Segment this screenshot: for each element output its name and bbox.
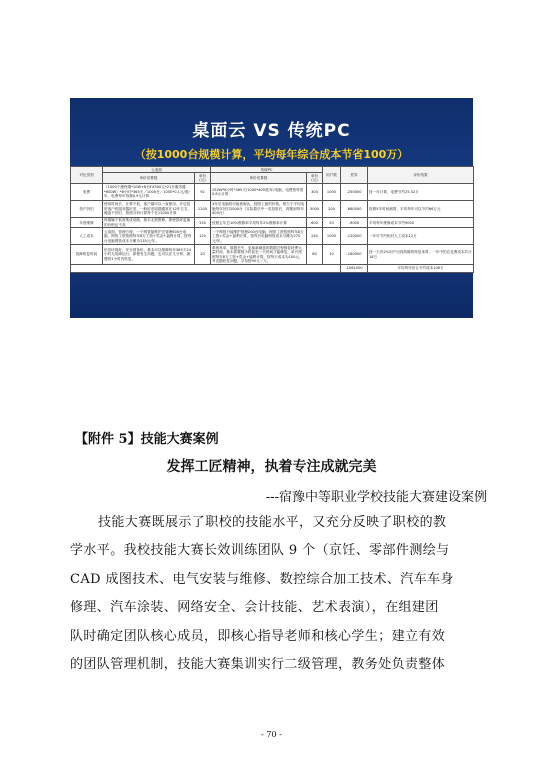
slide-image [70, 98, 473, 318]
table-row [71, 217, 474, 228]
cell-eval: 按照5年时间测算，平均每年可以节约66万元 [368, 200, 474, 217]
cell-pc-price: 240 [307, 228, 323, 245]
total-spacer [71, 264, 341, 272]
cell-users: 200 [323, 200, 341, 217]
article-subtitle: ---宿豫中等职业学校技能大赛建设案例 [265, 490, 487, 505]
cell-cloud-price: 1200 [195, 200, 211, 217]
cell-diff: -120000 [341, 228, 368, 245]
subheader-cloud-price: 单价(元) [195, 173, 211, 184]
cell-pc-desc: 一个网管只能维护管理200台电脑，网管工资按照每年8万工资+奖金+福利计算，按每台电脑网管成本分摊为270元/年。 [211, 228, 307, 245]
cell-cloud-price: 120 [195, 228, 211, 245]
cell-pc-price: 600 [307, 217, 323, 228]
cell-category: 年度维修 [71, 217, 103, 228]
annex-heading: 【附件 5】技能大赛案例 [75, 432, 219, 447]
body-line: CAD 成图技术、电气安装与维修、数控综合加工技术、汽车车身 [70, 572, 454, 587]
cell-cloud-price: 150 [195, 217, 211, 228]
total-row [71, 264, 474, 272]
cell-cloud-price: 20 [195, 245, 211, 264]
cell-pc-price: 304 [307, 183, 323, 200]
slide-subtitle: （按1000台规模计算，平均每年综合成本节省100万） [134, 148, 409, 161]
cell-users: 1000 [323, 228, 341, 245]
cell-users: 10 [323, 245, 341, 264]
cell-category: 电费 [71, 183, 103, 200]
header-eval: 评价结果 [368, 167, 474, 184]
cell-cloud-desc: （1000个瘦终端*10W+6台FX500元*21台服务器*600W）*8小时*365天／1000台／1000*0.1元/度/年，电费每年每端0.9元计算 [103, 183, 195, 200]
table-row [71, 228, 474, 245]
body-line: 技能大赛既展示了职校的技能水平，又充分反映了职校的教 [98, 515, 447, 530]
cell-cloud-desc: 依旧环境好，安全预备份，基本可以保障每年365天24小时无故障运行，即使发生问题，也可以在几分钟、最慢的1小时内恢复。 [103, 245, 195, 264]
total-diff: -1061000 [341, 264, 368, 272]
cell-eval: 一年可节约相对人工成本12万 [368, 228, 474, 245]
cell-diff: -9000 [341, 217, 368, 228]
cell-eval: 平均每年维修成本节约9000 [368, 217, 474, 228]
table-row [71, 183, 474, 200]
article-title: 发挥工匠精神，执着专注成就完美 [166, 459, 377, 475]
subheader-cloud-desc: 单价估算数 [103, 173, 195, 184]
body-line: 学水平。我校技能大赛长效训练团队 9 个（京饪、零部件测绘与 [70, 543, 450, 558]
slide-title: 桌面云 VS 传统PC [192, 121, 351, 141]
comparison-table [70, 166, 474, 273]
body-line: 修理、汽车涂装、网络安全、会计技能、艺术表演），在组建团 [70, 600, 439, 615]
header-users: 用户数 [323, 167, 341, 184]
cell-pc-price: 3000 [307, 200, 323, 217]
table-row [71, 200, 474, 217]
cell-diff: -180000 [341, 245, 368, 264]
body-line: 的团队管理机制，技能大赛集训实行二级管理，教务处负责整体 [70, 657, 446, 672]
cell-pc-price: 80 [307, 245, 323, 264]
page-number: - 70 - [261, 730, 282, 739]
subheader-pc-desc: 单价估算数 [211, 173, 307, 184]
cell-category: 人工成本 [71, 228, 103, 245]
cell-cloud-price: 92 [195, 183, 211, 200]
cell-diff: -660000 [341, 200, 368, 217]
cell-cloud-desc: 使用时间长，计算不低，客户端可以一直使用，开启投资客户机服务器折旧，一般折旧周期通常在12年左右，硬盘不折旧，按照分析计算每个在12000计算 [103, 200, 195, 217]
table-row [71, 245, 474, 264]
cell-cloud-desc: 云桌面，管理方便，一个网管能维护完管理600台电脑，网管工资按照每年8万工资+奖金+福利计算，按每台电脑网管成本分摊为135元/年。 [103, 228, 195, 245]
cell-pc-desc: 250W*8小时*365天/1000*400度/年/电脑，电费按每度0.8元计算 [211, 183, 307, 200]
cell-pc-desc: 按照五年总10%维修率平均每年2%维修率计算 [211, 217, 307, 228]
cell-eval: 按一年计算，电费节约25.32万 [368, 183, 474, 200]
cell-pc-desc: 3年后电脑将可能被淘汰，按照上面的价格，相当于平均电脑每年折旧2000台（实际算法中一类投资后，再搬到每年400台） [211, 200, 307, 217]
cell-diff: -250000 [341, 183, 368, 200]
header-diff: 差异 [341, 167, 368, 184]
total-eval: 平均每年综合节约成本106万 [368, 264, 474, 272]
cell-users: 1000 [323, 183, 341, 200]
header-cloud: 云桌面 [103, 167, 211, 173]
cell-category: 故障恢复时间 [71, 245, 103, 264]
body-line: 队时确定团队核心成员，即核心指导老师和核心学生；建立有效 [70, 629, 446, 644]
cell-users: 20 [323, 217, 341, 228]
header-category: 对比类别 [71, 167, 103, 184]
cell-cloud-desc: 终端属于低度集成电路，基本无需维修，即使损坏更换的价格也不高 [103, 217, 195, 228]
cell-eval: 按一天有2%用户出现故障的恢复来算，一年中的总花费成本共计18万 [368, 245, 474, 264]
cell-pc-desc: 系统易单，数据丢失，更换新硬盘的数据过程修复耗费大量时间，基本需要数小时甚至一天时间才能修复，单台按照每年8万工资+奖金+福利计算，按每天成本为100元，考虑随机性问题，平均按90元／天。 [211, 245, 307, 264]
cell-category: 资产折旧 [71, 200, 103, 217]
header-pc: 传统PC [211, 167, 323, 173]
subheader-pc-price: 单价(元) [307, 173, 323, 184]
